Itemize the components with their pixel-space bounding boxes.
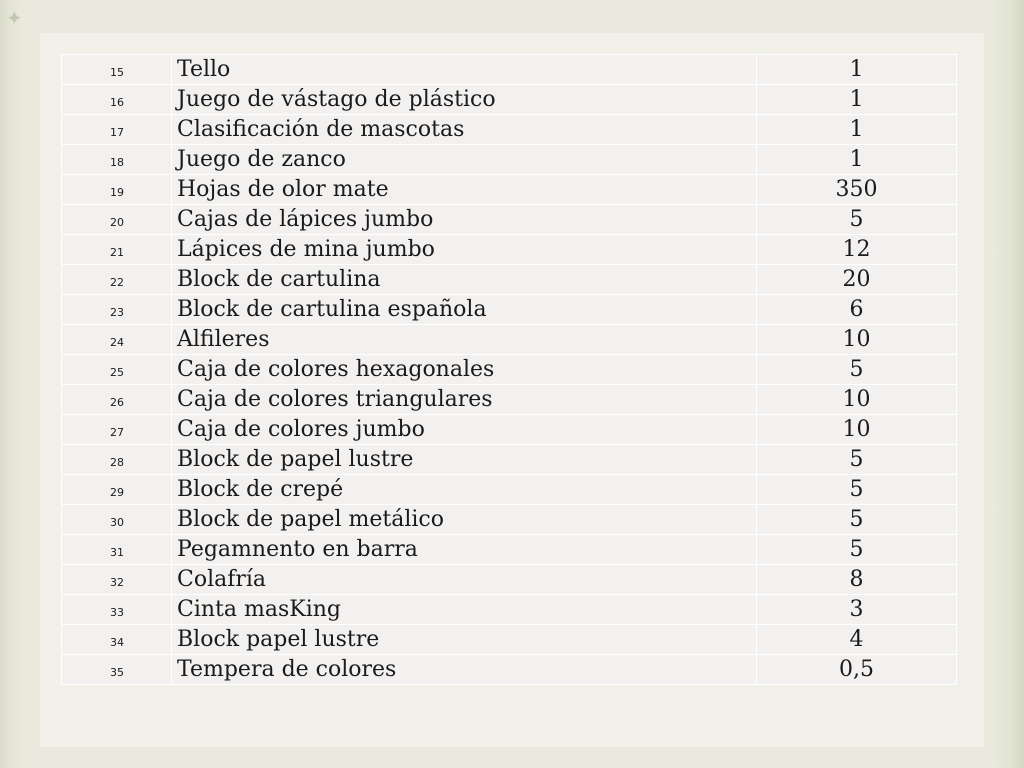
quantity-cell: 5 [757,205,957,235]
row-number-cell: 15 [62,55,172,85]
item-name-cell: Juego de zanco [172,145,757,175]
table-row [62,415,957,445]
table-row [62,445,957,475]
row-number-cell: 17 [62,115,172,145]
table-row [62,325,957,355]
quantity-cell: 0,5 [757,655,957,685]
quantity-cell: 1 [757,145,957,175]
row-number-cell: 24 [62,325,172,355]
table-row [62,145,957,175]
item-name-cell: Hojas de olor mate [172,175,757,205]
table-row [62,475,957,505]
quantity-cell: 10 [757,415,957,445]
row-number-cell: 33 [62,595,172,625]
table-row [62,175,957,205]
quantity-cell: 1 [757,55,957,85]
quantity-cell: 5 [757,505,957,535]
item-name-cell: Cajas de lápices jumbo [172,205,757,235]
quantity-cell: 5 [757,445,957,475]
left-margin-stripe [0,0,22,768]
quantity-cell: 1 [757,85,957,115]
quantity-cell: 12 [757,235,957,265]
quantity-cell: 4 [757,625,957,655]
item-name-cell: Pegamnento en barra [172,535,757,565]
table-row [62,85,957,115]
table-row [62,595,957,625]
row-number-cell: 29 [62,475,172,505]
item-name-cell: Block de cartulina [172,265,757,295]
row-number-cell: 28 [62,445,172,475]
right-margin-stripe [994,0,1024,768]
item-name-cell: Block de papel metálico [172,505,757,535]
item-name-cell: Block de cartulina española [172,295,757,325]
row-number-cell: 34 [62,625,172,655]
quantity-cell: 5 [757,355,957,385]
quantity-cell: 1 [757,115,957,145]
row-number-cell: 27 [62,415,172,445]
row-number-cell: 35 [62,655,172,685]
quantity-cell: 10 [757,385,957,415]
table-row [62,205,957,235]
item-name-cell: Block papel lustre [172,625,757,655]
row-number-cell: 16 [62,85,172,115]
inventory-table-body [62,55,957,685]
quantity-cell: 350 [757,175,957,205]
quantity-cell: 20 [757,265,957,295]
quantity-cell: 5 [757,475,957,505]
item-name-cell: Clasificación de mascotas [172,115,757,145]
table-row [62,535,957,565]
item-name-cell: Caja de colores hexagonales [172,355,757,385]
row-number-cell: 32 [62,565,172,595]
item-name-cell: Lápices de mina jumbo [172,235,757,265]
table-row [62,505,957,535]
quantity-cell: 5 [757,535,957,565]
row-number-cell: 25 [62,355,172,385]
item-name-cell: Tempera de colores [172,655,757,685]
row-number-cell: 22 [62,265,172,295]
table-row [62,265,957,295]
item-name-cell: Alfileres [172,325,757,355]
row-number-cell: 20 [62,205,172,235]
table-row [62,55,957,85]
item-name-cell: Tello [172,55,757,85]
item-name-cell: Cinta masKing [172,595,757,625]
row-number-cell: 26 [62,385,172,415]
row-number-cell: 21 [62,235,172,265]
quantity-cell: 8 [757,565,957,595]
table-row [62,115,957,145]
table-row [62,655,957,685]
item-name-cell: Block de papel lustre [172,445,757,475]
quantity-cell: 10 [757,325,957,355]
four-point-star-icon: ✦ [6,6,23,30]
row-number-cell: 19 [62,175,172,205]
inventory-table [61,54,957,685]
table-row [62,385,957,415]
row-number-cell: 18 [62,145,172,175]
table-row [62,295,957,325]
item-name-cell: Caja de colores jumbo [172,415,757,445]
table-row [62,355,957,385]
quantity-cell: 3 [757,595,957,625]
table-row [62,235,957,265]
row-number-cell: 31 [62,535,172,565]
table-row [62,565,957,595]
quantity-cell: 6 [757,295,957,325]
table-row [62,625,957,655]
item-name-cell: Juego de vástago de plástico [172,85,757,115]
row-number-cell: 23 [62,295,172,325]
row-number-cell: 30 [62,505,172,535]
item-name-cell: Caja de colores triangulares [172,385,757,415]
item-name-cell: Block de crepé [172,475,757,505]
item-name-cell: Colafría [172,565,757,595]
